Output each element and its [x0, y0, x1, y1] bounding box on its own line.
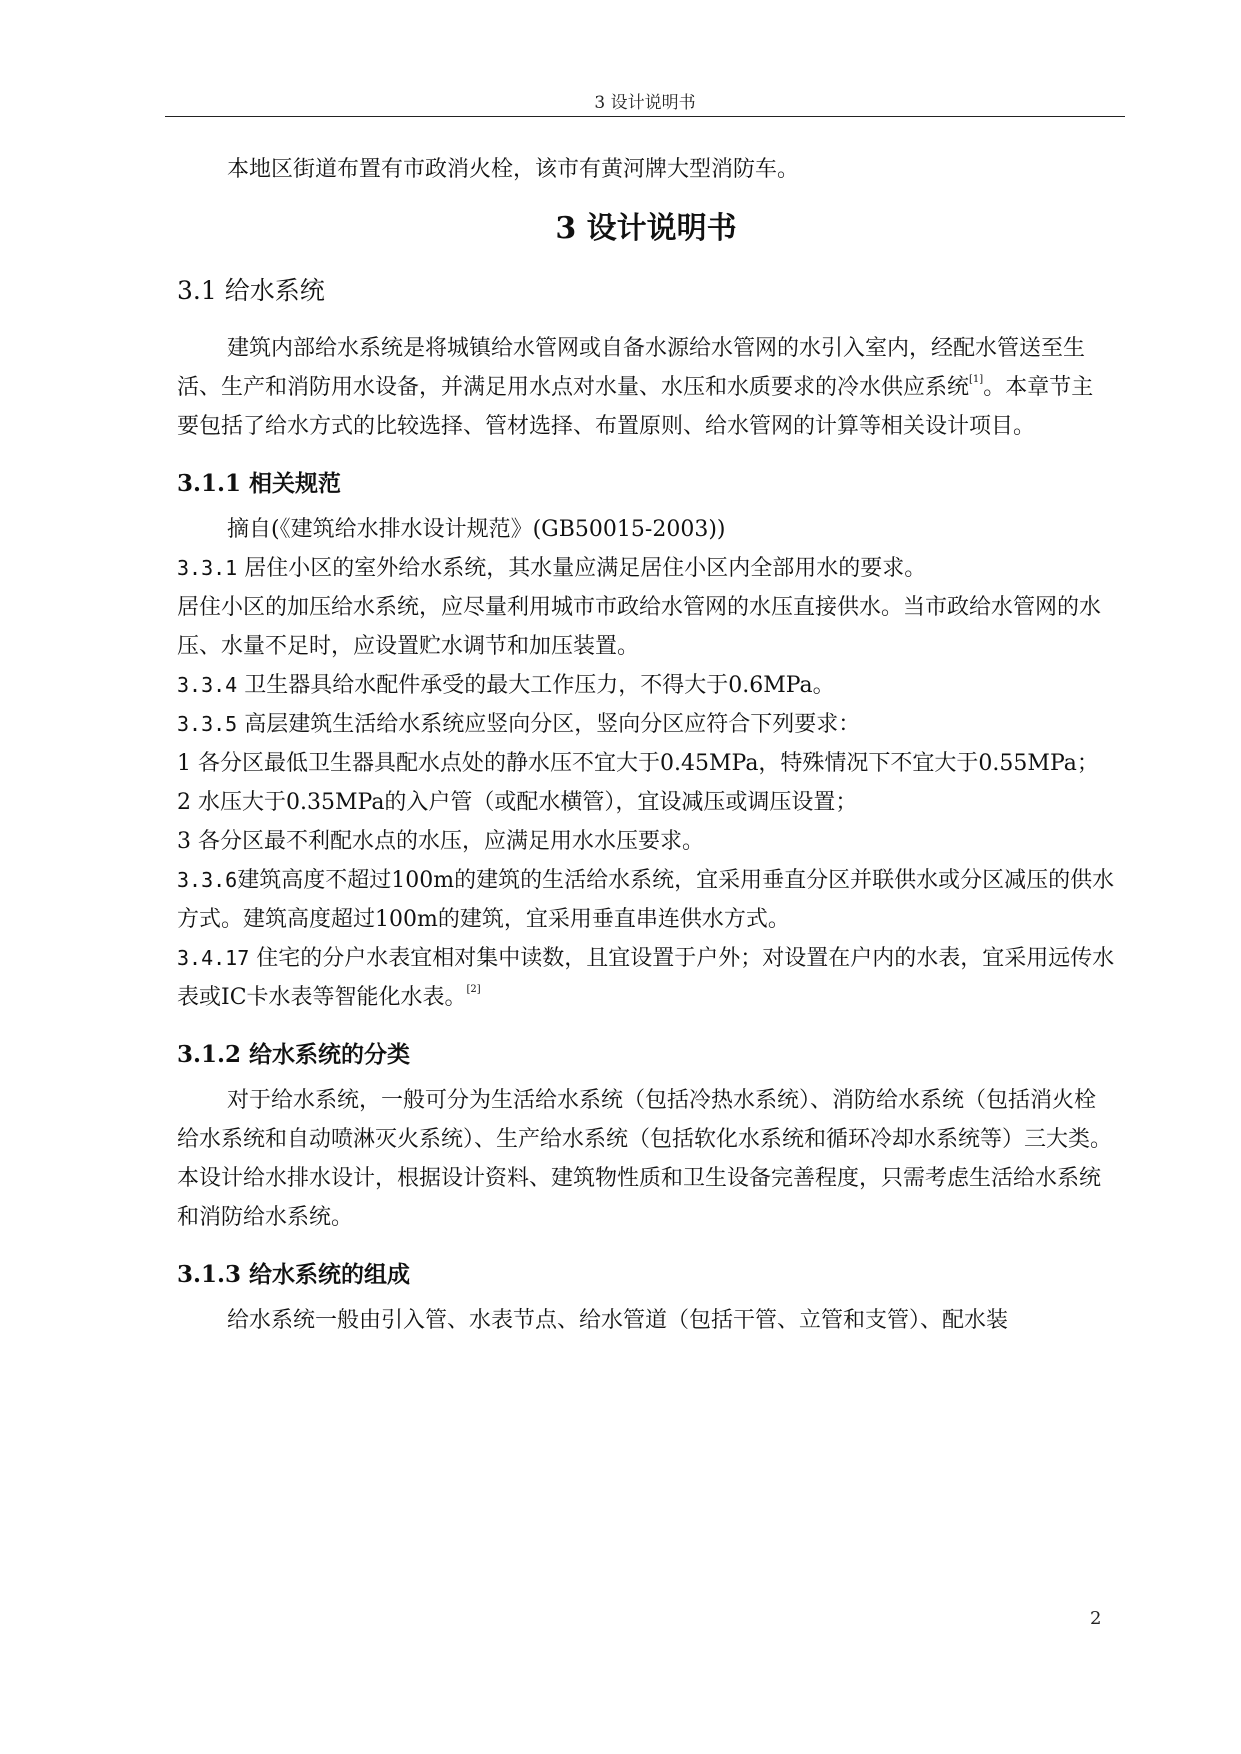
- header-rule: [165, 116, 1125, 117]
- section-3-1-text-b: 。本章节主要包括了给水方式的比较选择、管材选择、布置原则、给水管网的计算等相关设计项目。: [177, 375, 1094, 439]
- running-header: 3 设计说明书: [594, 93, 696, 113]
- clause-3-3-5-item-3: 3 各分区最不利配水点的水压，应满足用水水压要求。: [177, 829, 704, 854]
- clause-number: 3.4.17: [177, 946, 250, 970]
- clause-text: 居住小区的室外给水系统，其水量应满足居住小区内全部用水的要求。: [237, 556, 927, 581]
- section-title-3-1-2: 3.1.2 给水系统的分类: [177, 1041, 411, 1068]
- clause-text: 卫生器具给水配件承受的最大工作压力，不得大于0.6MPa。: [237, 673, 835, 698]
- clause-3-3-1: [177, 549, 1115, 588]
- clause-3-3-1-continued: 居住小区的加压给水系统，应尽量利用城市市政给水管网的水压直接供水。当市政给水管网的水压、水量不足时，应设置贮水调节和加压装置。: [177, 595, 1102, 659]
- clause-3-3-4: [177, 666, 1115, 705]
- clause-number: 3.3.4: [177, 673, 238, 697]
- section-title-3-1-3: 3.1.3 给水系统的组成: [177, 1261, 411, 1288]
- clause-number: 3.3.6: [177, 868, 238, 892]
- citation-2: [2]: [466, 984, 481, 995]
- clause-number: 3.3.5: [177, 712, 238, 736]
- section-title-3-1: 3.1 给水系统: [177, 276, 325, 305]
- section-3-1-2-paragraph: 对于给水系统，一般可分为生活给水系统（包括冷热水系统）、消防给水系统（包括消火栓给水系统和自动喷淋灭火系统）、生产给水系统（包括软化水系统和循环冷却水系统等）三大类。本设计给水排水设计，根据设计资料、建筑物性质和卫生设备完善程度，只需考虑生活给水系统和消防给水系统。: [177, 1088, 1113, 1230]
- section-title-3-1-1: 3.1.1 相关规范: [177, 470, 342, 497]
- section-3-1-paragraph: [177, 329, 1115, 446]
- clause-number: 3.3.1: [177, 556, 238, 580]
- standard-source: 摘自(《建筑给水排水设计规范》(GB50015-2003)): [227, 517, 726, 542]
- clause-text: 高层建筑生活给水系统应竖向分区，竖向分区应符合下列要求：: [237, 712, 861, 737]
- clause-text: 住宅的分户水表宜相对集中读数，且宜设置于户外；对设置在户内的水表，宜采用远传水表或IC卡水表等智能化水表。: [177, 946, 1115, 1010]
- clause-3-3-5: [177, 705, 1115, 744]
- section-3-1-text-a: 建筑内部给水系统是将城镇给水管网或自备水源给水管网的水引入室内，经配水管送至生活、生产和消防用水设备，并满足用水点对水量、水压和水质要求的冷水供应系统: [177, 336, 1086, 400]
- section-3-1-3-paragraph: 给水系统一般由引入管、水表节点、给水管道（包括干管、立管和支管）、配水装: [227, 1308, 1009, 1333]
- clause-3-4-17: [177, 939, 1115, 1017]
- clause-3-3-5-item-2: 2 水压大于0.35MPa的入户管（或配水横管），宜设减压或调压设置；: [177, 790, 858, 815]
- clause-3-3-5-item-1: 1 各分区最低卫生器具配水点处的静水压不宜大于0.45MPa，特殊情况下不宜大于0.55MPa；: [177, 751, 1099, 776]
- page-number: 2: [1090, 1608, 1102, 1629]
- clause-text: 建筑高度不超过100m的建筑的生活给水系统，宜采用垂直分区并联供水或分区减压的供水方式。建筑高度超过100m的建筑，宜采用垂直串连供水方式。: [177, 868, 1115, 932]
- chapter-title: 3 设计说明书: [555, 211, 737, 246]
- clause-3-3-6: [177, 861, 1115, 939]
- intro-line: 本地区街道布置有市政消火栓，该市有黄河牌大型消防车。: [227, 157, 800, 182]
- citation-1: [1]: [969, 374, 984, 385]
- page-content: [177, 150, 1115, 1340]
